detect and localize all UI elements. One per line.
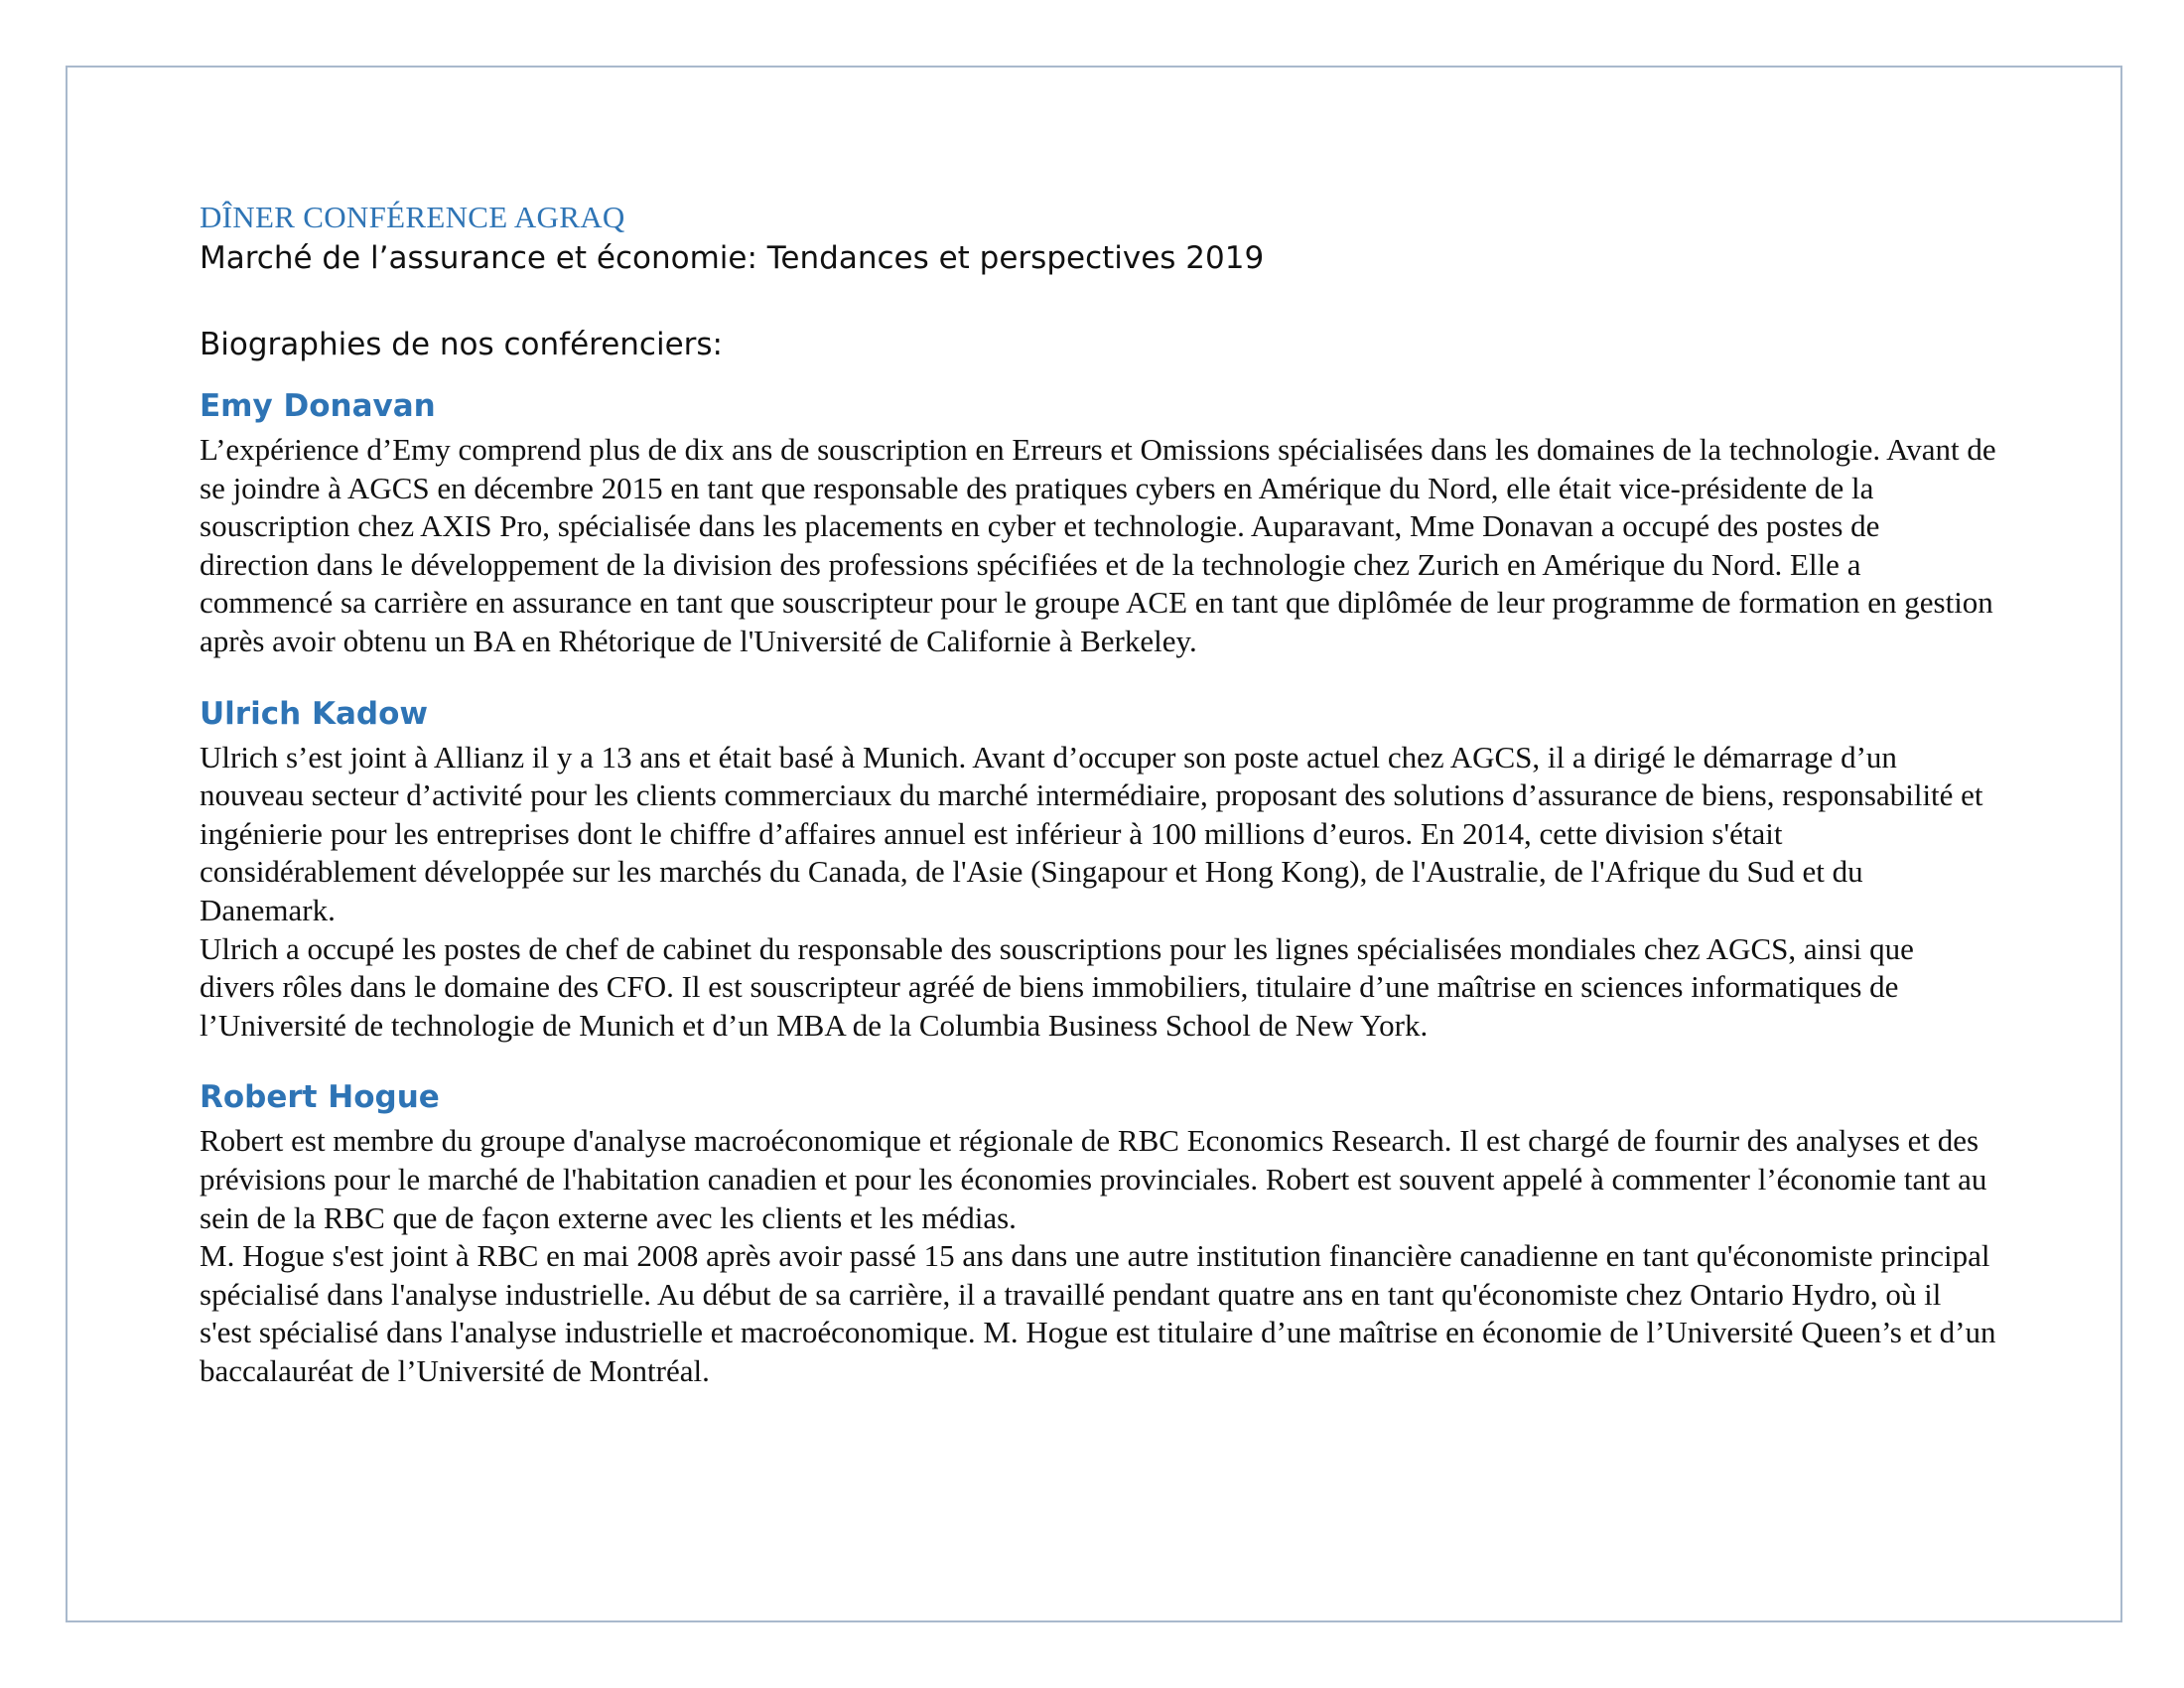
bio-paragraph: Ulrich a occupé les postes de chef de cabinet du responsable des souscriptions pour les lignes spécialisées mondiales chez AGCS, ainsi que divers rôles dans le domaine des CFO. Il est souscripteur agréé de biens immobiliers, titulaire d’une maîtrise en sciences informatiques de l’Université de technologie de Munich et d’un MBA de la Columbia Business School de New York. <box>200 930 1914 1043</box>
bio-paragraph: Ulrich s’est joint à Allianz il y a 13 ans et était basé à Munich. Avant d’occuper son poste actuel chez AGCS, il a dirigé le démarrage d’un nouveau secteur d’activité pour les clients commerciaux du marché intermédiaire, proposant des solutions d’assurance de biens, responsabilité et ingénierie pour les entreprises dont le chiffre d’affaires annuel est inférieur à 100 millions d’euros. En 2014, cette division s'était considérablement développée sur les marchés du Canada, de l'Asie (Singapour et Hong Kong), de l'Australie, de l'Afrique du Sud et du Danemark. <box>200 739 1983 927</box>
speaker-name: Ulrich Kadow <box>200 695 429 732</box>
bio-paragraph: L’expérience d’Emy comprend plus de dix ans de souscription en Erreurs et Omissions spécialisées dans les domaines de la technologie. Avant de se joindre à AGCS en décembre 2015 en tant que responsable des pratiques cybers en Amérique du Nord, elle était vice-présidente de la souscription chez AXIS Pro, spécialisée dans les placements en cyber et technologie. Auparavant, Mme Donavan a occupé des postes de direction dans le développement de la division des professions spécifiées et de la technologie chez Zurich en Amérique du Nord. Elle a commencé sa carrière en assurance en tant que souscripteur pour le groupe ACE en tant que diplômée de leur programme de formation en gestion après avoir obtenu un BA en Rhétorique de l'Université de Californie à Berkeley. <box>200 432 1996 658</box>
bio-paragraph: M. Hogue s'est joint à RBC en mai 2008 après avoir passé 15 ans dans une autre institution financière canadienne en tant qu'économiste principal spécialisé dans l'analyse industrielle. Au début de sa carrière, il a travaillé pendant quatre ans en tant qu'économiste chez Ontario Hydro, où il s'est spécialisé dans l'analyse industrielle et macroéconomique. M. Hogue est titulaire d’une maîtrise en économie de l’Université Queen’s et d’un baccalauréat de l’Université de Montréal. <box>200 1238 1996 1388</box>
speaker-name: Robert Hogue <box>200 1079 440 1116</box>
event-title: DÎNER CONFÉRENCE AGRAQ <box>200 200 625 234</box>
event-subtitle: Marché de l’assurance et économie: Tendances et perspectives 2019 <box>200 240 1265 276</box>
document-body <box>200 198 1996 1390</box>
speaker-bio-robert-hogue <box>200 1076 1996 1390</box>
speaker-bio-ulrich-kadow <box>200 693 1996 1046</box>
biographies-heading: Biographies de nos conférenciers: <box>200 327 723 362</box>
speaker-name: Emy Donavan <box>200 388 436 424</box>
speaker-bio-emy-donavan <box>200 385 1996 661</box>
bio-paragraph: Robert est membre du groupe d'analyse macroéconomique et régionale de RBC Economics Research. Il est chargé de fournir des analyses et des prévisions pour le marché de l'habitation canadien et pour les économies provinciales. Robert est souvent appelé à commenter l’économie tant au sein de la RBC que de façon externe avec les clients et les médias. <box>200 1123 1987 1235</box>
